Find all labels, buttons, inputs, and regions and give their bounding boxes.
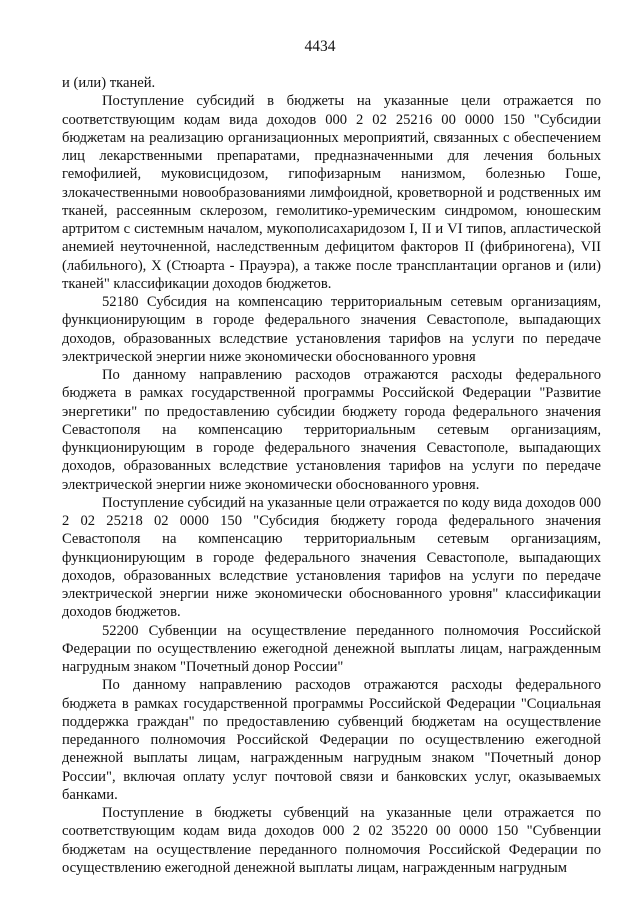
paragraph-heading-52180: 52180 Субсидия на компенсацию территориальным сетевым организациям, функционирующим в городе федерального значения Севастополе, выпадающих доходов, образованных вследствие установления тарифов на услуги по передаче электрической энергии ниже экономически обоснованного уровня <box>62 294 601 365</box>
page-number: 4434 <box>304 38 336 55</box>
paragraph-subsidy-income-25218: Поступление субсидий на указанные цели отражается по коду вида доходов 000 2 02 25218 02 0000 150 "Субсидия бюджету города федерального значения Севастополя на компенсацию территориальным сетевым организациям, функционирующим в городе федерального значения Севастополе, выпадающих доходов, образованных вследствие установления тарифов на услуги по передаче электрической энергии ниже экономически обоснованного уровня" классификации доходов бюджетов. <box>62 494 601 621</box>
document-body <box>62 74 601 877</box>
paragraph-subsidy-income-25216: Поступление субсидий в бюджеты на указанные цели отражается по соответствующим кодам вида доходов 000 2 02 25216 00 0000 150 "Субсидии бюджетам на реализацию организационных мероприятий, связанных с обеспечением лиц лекарственными препаратами, предназначенными для лечения больных гемофилией, муковисцидозом, гипофизарным нанизмом, болезнью Гоше, злокачественными новообразованиями лимфоидной, кроветворной и родственных им тканей, рассеянным склерозом, гемолитико-уремическим синдромом, юношеским артритом с системным началом, мукополисахаридозом I, II и VI типов, апластической анемией неуточненной, наследственным дефицитом факторов II (фибриногена), VII (лабильного), X (Стюарта - Прауэра), а также после трансплантации органов и (или) тканей" классификации доходов бюджетов. <box>62 93 601 292</box>
paragraph-heading-52200: 52200 Субвенции на осуществление переданного полномочия Российской Федерации по осуществлению ежегодной денежной выплаты лицам, награжденным нагрудным знаком "Почетный донор России" <box>62 622 601 675</box>
paragraph-subvention-income-35220: Поступление в бюджеты субвенций на указанные цели отражается по соответствующим кодам вида доходов 000 2 02 35220 00 0000 150 "Субвенции бюджетам на осуществление переданного полномочия Российской Федерации по осуществлению ежегодной денежной выплаты лицам, награжденным нагрудным <box>62 805 601 876</box>
paragraph-expenses-52180: По данному направлению расходов отражаются расходы федерального бюджета в рамках государственной программы Российской Федерации "Развитие энергетики" по предоставлению субсидии бюджету города федерального значения Севастополя на компенсацию территориальным сетевым организациям, функционирующим в городе федерального значения Севастополе, выпадающих доходов, образованных вследствие установления тарифов на услуги по передаче электрической энергии ниже экономически обоснованного уровня. <box>62 367 601 493</box>
paragraph-expenses-52200: По данному направлению расходов отражаются расходы федерального бюджета в рамках государственной программы Российской Федерации "Социальная поддержка граждан" по предоставлению субвенций бюджетам на осуществление переданного полномочия Российской Федерации по осуществлению ежегодной денежной выплаты лицам, награжденным нагрудным знаком "Почетный донор России", включая оплату услуг почтовой связи и банковских услуг, оказываемых банками. <box>62 677 601 803</box>
paragraph-continuation: и (или) тканей. <box>62 75 156 91</box>
